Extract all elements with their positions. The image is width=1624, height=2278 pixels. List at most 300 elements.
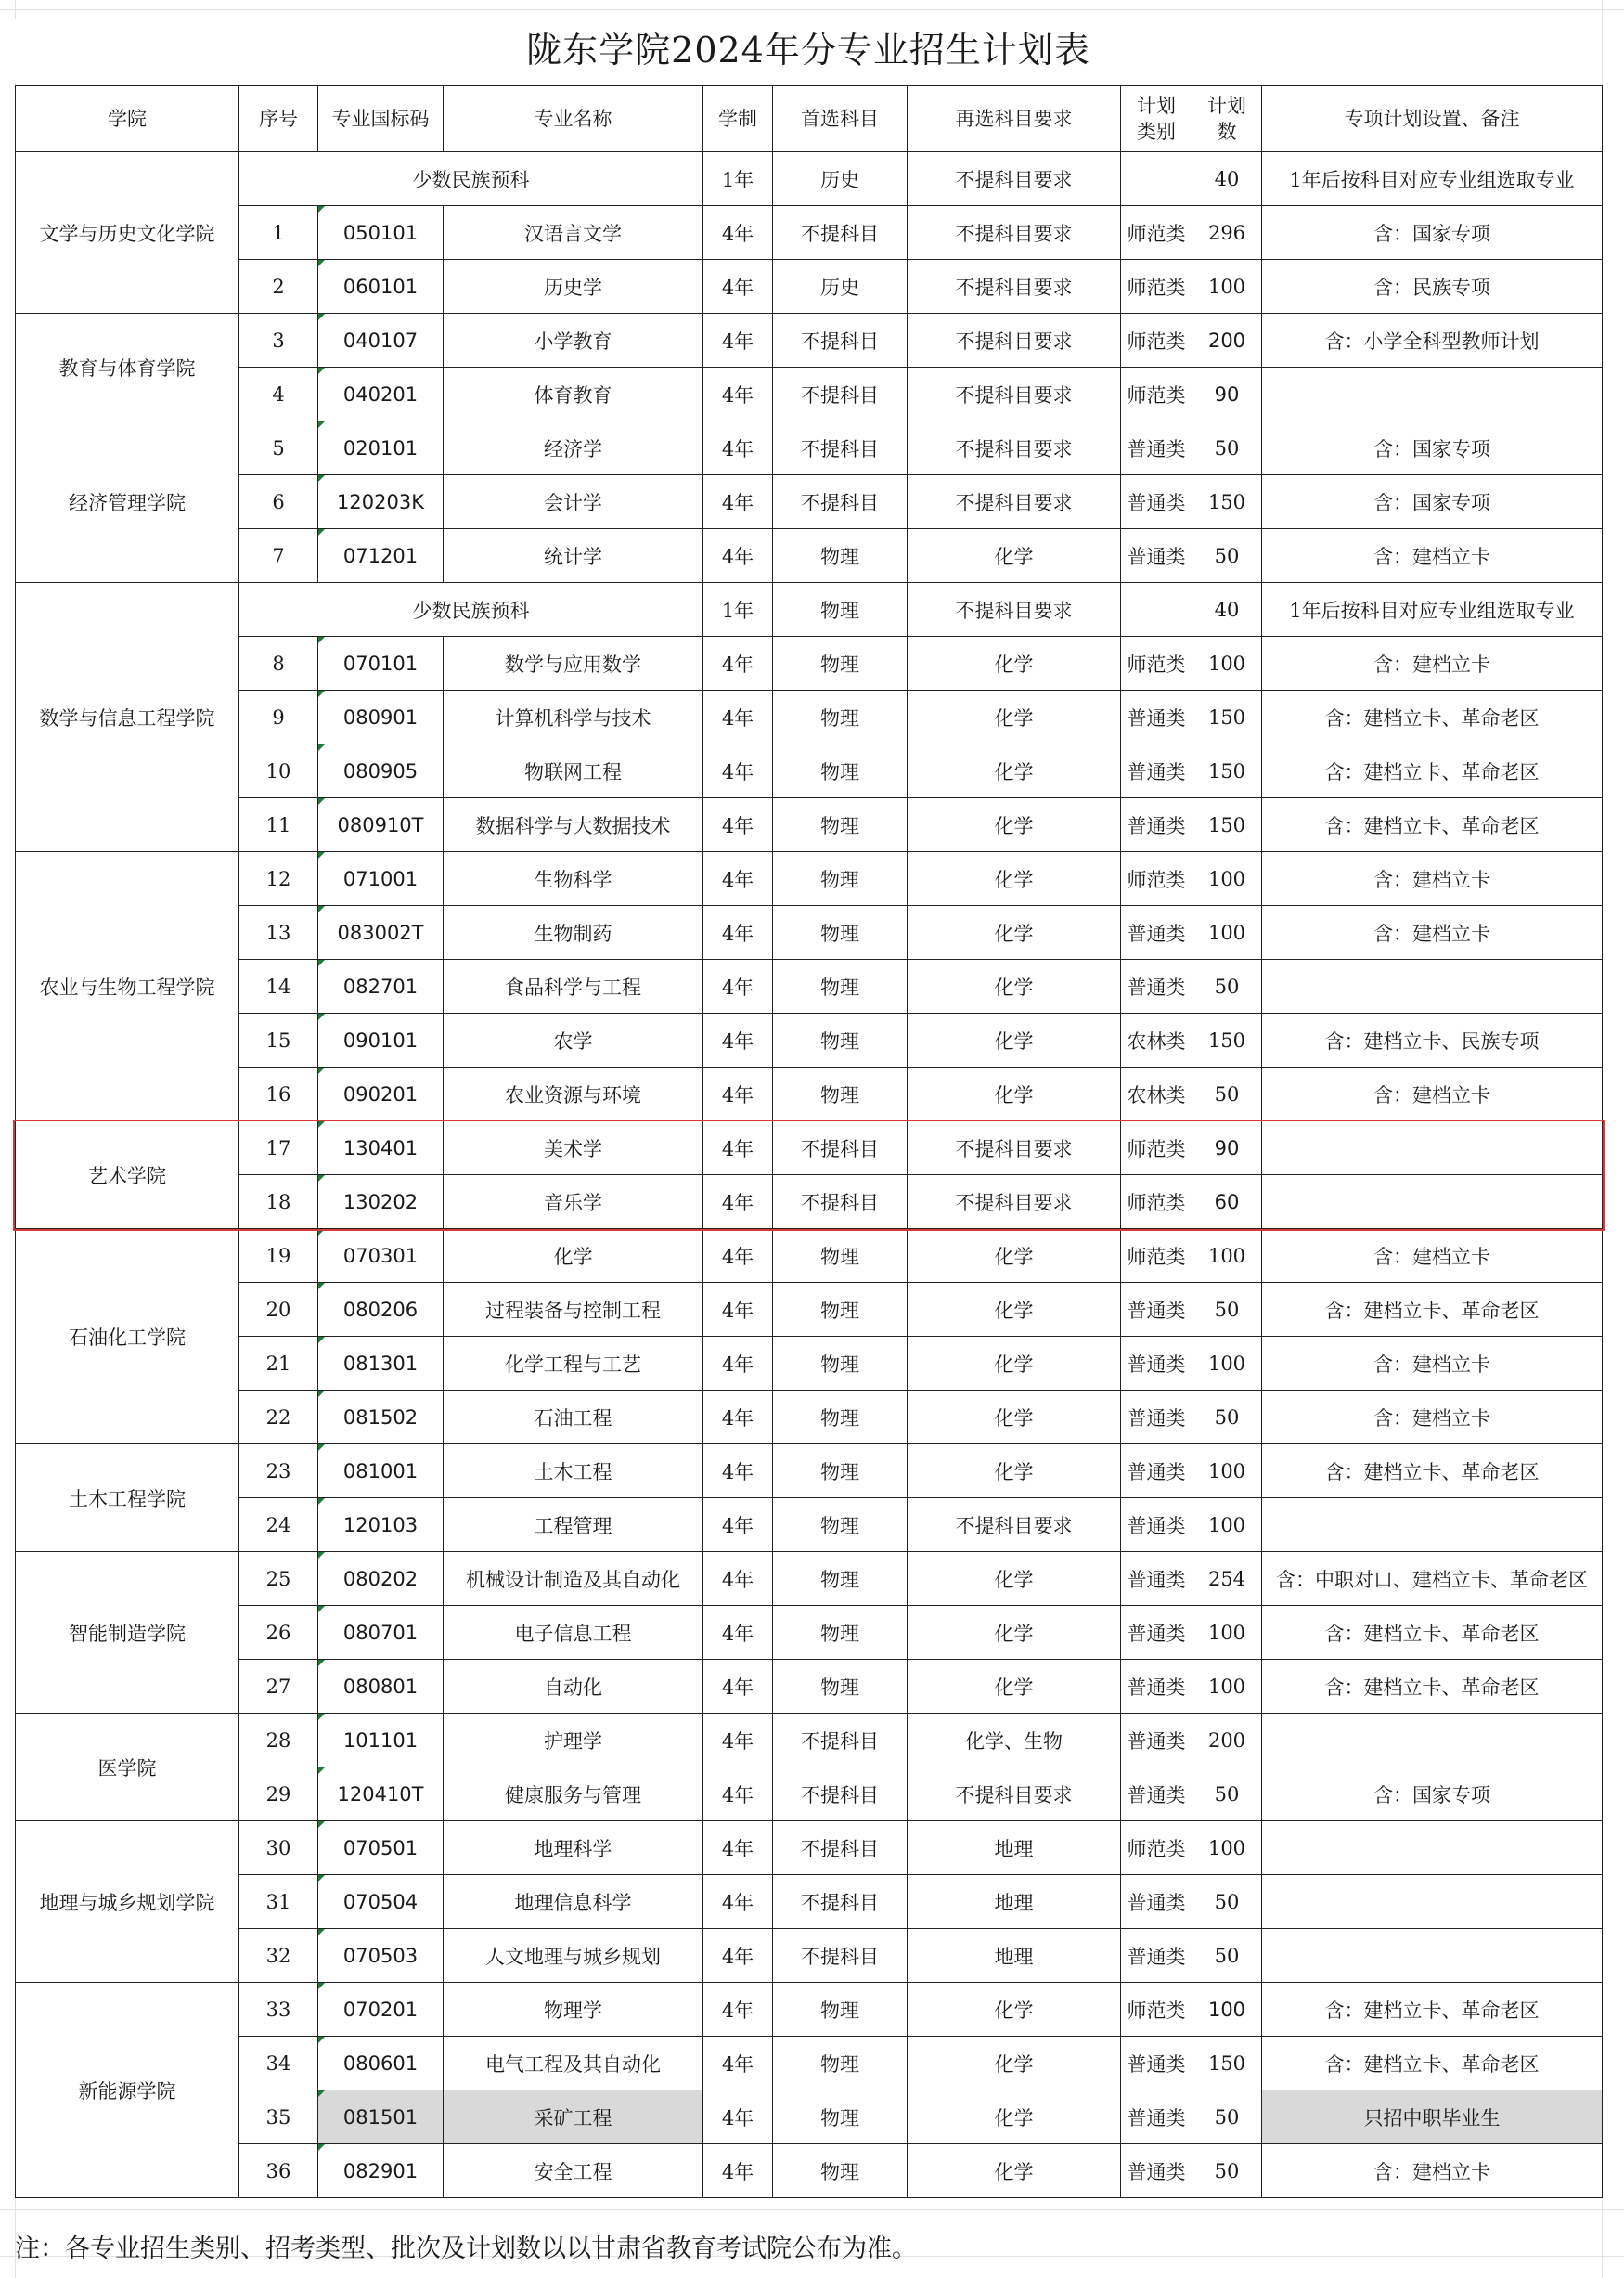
plan-count-cell: 40	[1192, 152, 1262, 206]
years-cell: 4年	[703, 1229, 773, 1283]
code-cell: 060101	[318, 260, 444, 314]
second-subject-cell: 化学	[908, 1552, 1121, 1606]
years-cell: 4年	[703, 260, 773, 314]
plan-type-cell: 师范类	[1121, 368, 1192, 421]
code-cell: 101101	[318, 1714, 444, 1767]
table-header-row	[16, 86, 1603, 152]
code-cell: 081501	[318, 2090, 444, 2144]
seq-cell: 1	[239, 206, 318, 260]
plan-type-cell: 农林类	[1121, 1014, 1192, 1068]
code-cell: 080910T	[318, 798, 444, 852]
first-subject-cell: 不提科目	[773, 1175, 908, 1229]
plan-count-cell: 50	[1192, 2144, 1262, 2198]
plan-type-cell: 普通类	[1121, 2144, 1192, 2198]
table-row	[16, 1229, 1603, 1283]
notes-cell: 含：小学全科型教师计划	[1262, 314, 1603, 368]
major-name-cell: 历史学	[444, 260, 703, 314]
code-cell: 120203K	[318, 475, 444, 529]
second-subject-cell: 不提科目要求	[908, 314, 1121, 368]
header-first-subject: 首选科目	[773, 86, 908, 152]
notes-cell: 含：建档立卡、革命老区	[1262, 691, 1603, 744]
table-row	[16, 529, 1603, 583]
notes-cell: 含：建档立卡、革命老区	[1262, 798, 1603, 852]
second-subject-cell: 不提科目要求	[908, 206, 1121, 260]
major-name-cell: 农业资源与环境	[444, 1068, 703, 1121]
college-cell: 地理与城乡规划学院	[16, 1821, 239, 1983]
enrollment-plan-table	[15, 85, 1603, 2198]
plan-type-cell: 普通类	[1121, 960, 1192, 1014]
college-cell: 教育与体育学院	[16, 314, 239, 421]
plan-type-cell: 普通类	[1121, 1552, 1192, 1606]
second-subject-cell: 地理	[908, 1875, 1121, 1929]
code-cell: 120410T	[318, 1767, 444, 1821]
code-cell: 130401	[318, 1121, 444, 1175]
first-subject-cell: 不提科目	[773, 206, 908, 260]
first-subject-cell: 不提科目	[773, 1121, 908, 1175]
plan-count-cell: 50	[1192, 529, 1262, 583]
notes-cell	[1262, 368, 1603, 421]
table-row	[16, 260, 1603, 314]
table-row	[16, 798, 1603, 852]
table-row	[16, 1391, 1603, 1444]
years-cell: 4年	[703, 1552, 773, 1606]
major-name-cell: 电子信息工程	[444, 1606, 703, 1660]
second-subject-cell: 化学	[908, 1444, 1121, 1498]
second-subject-cell: 地理	[908, 1929, 1121, 1983]
code-cell: 040107	[318, 314, 444, 368]
seq-cell: 2	[239, 260, 318, 314]
years-cell: 4年	[703, 1875, 773, 1929]
plan-type-cell: 师范类	[1121, 1821, 1192, 1875]
first-subject-cell: 不提科目	[773, 1875, 908, 1929]
notes-cell: 含：建档立卡、革命老区	[1262, 1983, 1603, 2037]
header-major: 专业名称	[444, 86, 703, 152]
first-subject-cell: 物理	[773, 1498, 908, 1552]
major-name-cell: 安全工程	[444, 2144, 703, 2198]
code-cell: 080601	[318, 2037, 444, 2090]
plan-type-cell: 师范类	[1121, 1983, 1192, 2037]
code-cell: 081502	[318, 1391, 444, 1444]
years-cell: 4年	[703, 1444, 773, 1498]
plan-count-cell: 296	[1192, 206, 1262, 260]
table-row	[16, 1875, 1603, 1929]
plan-type-cell: 普通类	[1121, 475, 1192, 529]
first-subject-cell: 物理	[773, 1391, 908, 1444]
table-row	[16, 637, 1603, 691]
major-name-cell: 农学	[444, 1014, 703, 1068]
seq-cell: 20	[239, 1283, 318, 1337]
header-years: 学制	[703, 86, 773, 152]
table-row	[16, 906, 1603, 960]
notes-cell: 含：中职对口、建档立卡、革命老区	[1262, 1552, 1603, 1606]
plan-count-cell: 150	[1192, 798, 1262, 852]
table-row	[16, 2037, 1603, 2090]
table-row	[16, 1983, 1603, 2037]
second-subject-cell: 化学	[908, 1068, 1121, 1121]
plan-count-cell: 100	[1192, 1606, 1262, 1660]
years-cell: 4年	[703, 1714, 773, 1767]
plan-type-cell: 普通类	[1121, 798, 1192, 852]
plan-type-cell: 普通类	[1121, 1391, 1192, 1444]
seq-cell: 19	[239, 1229, 318, 1283]
years-cell: 4年	[703, 1121, 773, 1175]
code-cell: 040201	[318, 368, 444, 421]
second-subject-cell: 化学	[908, 1606, 1121, 1660]
plan-count-cell: 100	[1192, 1444, 1262, 1498]
plan-count-cell: 100	[1192, 1660, 1262, 1714]
header-college: 学院	[16, 86, 239, 152]
second-subject-cell: 化学	[908, 744, 1121, 798]
first-subject-cell: 不提科目	[773, 314, 908, 368]
code-cell: 070503	[318, 1929, 444, 1983]
major-name-cell: 人文地理与城乡规划	[444, 1929, 703, 1983]
second-subject-cell: 不提科目要求	[908, 260, 1121, 314]
table-row	[16, 1606, 1603, 1660]
notes-cell: 含：建档立卡、革命老区	[1262, 1444, 1603, 1498]
second-subject-cell: 化学	[908, 1391, 1121, 1444]
code-cell: 080905	[318, 744, 444, 798]
table-row	[16, 314, 1603, 368]
seq-cell: 3	[239, 314, 318, 368]
years-cell: 4年	[703, 1391, 773, 1444]
seq-cell: 16	[239, 1068, 318, 1121]
major-name-cell: 计算机科学与技术	[444, 691, 703, 744]
first-subject-cell: 不提科目	[773, 1767, 908, 1821]
footnote: 注：各专业招生类别、招考类型、批次及计划数以以甘肃省教育考试院公布为准。	[15, 2234, 917, 2263]
college-cell: 数学与信息工程学院	[16, 583, 239, 852]
years-cell: 4年	[703, 2144, 773, 2198]
notes-cell	[1262, 1875, 1603, 1929]
second-subject-cell: 化学	[908, 529, 1121, 583]
major-name-cell: 经济学	[444, 421, 703, 475]
second-subject-cell: 化学	[908, 2037, 1121, 2090]
code-cell: 090201	[318, 1068, 444, 1121]
notes-cell: 1年后按科目对应专业组选取专业	[1262, 583, 1603, 637]
plan-type-cell: 普通类	[1121, 1929, 1192, 1983]
first-subject-cell: 物理	[773, 1660, 908, 1714]
table-row	[16, 1767, 1603, 1821]
first-subject-cell: 物理	[773, 1983, 908, 2037]
major-name-cell: 美术学	[444, 1121, 703, 1175]
second-subject-cell: 化学	[908, 960, 1121, 1014]
table-row	[16, 960, 1603, 1014]
plan-count-cell: 90	[1192, 1121, 1262, 1175]
second-subject-cell: 不提科目要求	[908, 421, 1121, 475]
plan-count-cell: 100	[1192, 260, 1262, 314]
years-cell: 4年	[703, 314, 773, 368]
second-subject-cell: 化学	[908, 1983, 1121, 2037]
first-subject-cell: 物理	[773, 1444, 908, 1498]
first-subject-cell: 物理	[773, 960, 908, 1014]
years-cell: 4年	[703, 744, 773, 798]
major-name-cell: 过程装备与控制工程	[444, 1283, 703, 1337]
header-code: 专业国标码	[318, 86, 444, 152]
first-subject-cell: 物理	[773, 1337, 908, 1391]
years-cell: 4年	[703, 421, 773, 475]
seq-cell: 35	[239, 2090, 318, 2144]
college-cell: 农业与生物工程学院	[16, 852, 239, 1121]
major-name-cell: 食品科学与工程	[444, 960, 703, 1014]
first-subject-cell: 不提科目	[773, 421, 908, 475]
seq-cell: 13	[239, 906, 318, 960]
seq-cell: 28	[239, 1714, 318, 1767]
plan-type-cell: 普通类	[1121, 1337, 1192, 1391]
major-name-cell: 采矿工程	[444, 2090, 703, 2144]
table-row	[16, 206, 1603, 260]
years-cell: 4年	[703, 1175, 773, 1229]
seq-cell: 33	[239, 1983, 318, 2037]
code-cell: 083002T	[318, 906, 444, 960]
notes-cell: 只招中职毕业生	[1262, 2090, 1603, 2144]
code-cell: 070101	[318, 637, 444, 691]
seq-cell: 23	[239, 1444, 318, 1498]
first-subject-cell: 物理	[773, 852, 908, 906]
major-name-cell: 数据科学与大数据技术	[444, 798, 703, 852]
plan-count-cell: 100	[1192, 1337, 1262, 1391]
major-name-cell: 统计学	[444, 529, 703, 583]
second-subject-cell: 不提科目要求	[908, 1121, 1121, 1175]
second-subject-cell: 化学	[908, 2090, 1121, 2144]
notes-cell: 含：建档立卡、民族专项	[1262, 1014, 1603, 1068]
college-cell: 文学与历史文化学院	[16, 152, 239, 314]
plan-type-cell: 普通类	[1121, 1444, 1192, 1498]
notes-cell	[1262, 1175, 1603, 1229]
plan-count-cell: 50	[1192, 1767, 1262, 1821]
major-name-cell: 地理科学	[444, 1821, 703, 1875]
plan-type-cell: 农林类	[1121, 1068, 1192, 1121]
table-row	[16, 368, 1603, 421]
plan-count-cell: 200	[1192, 314, 1262, 368]
plan-type-cell: 普通类	[1121, 744, 1192, 798]
first-subject-cell: 不提科目	[773, 1714, 908, 1767]
notes-cell: 含：建档立卡	[1262, 906, 1603, 960]
major-name-cell: 体育教育	[444, 368, 703, 421]
second-subject-cell: 不提科目要求	[908, 583, 1121, 637]
plan-type-cell: 师范类	[1121, 637, 1192, 691]
plan-count-cell: 100	[1192, 852, 1262, 906]
years-cell: 4年	[703, 368, 773, 421]
college-cell: 艺术学院	[16, 1121, 239, 1229]
table-row	[16, 744, 1603, 798]
code-cell: 090101	[318, 1014, 444, 1068]
seq-cell: 25	[239, 1552, 318, 1606]
table-row	[16, 1283, 1603, 1337]
years-cell: 4年	[703, 1606, 773, 1660]
plan-count-cell: 50	[1192, 1391, 1262, 1444]
plan-count-cell: 50	[1192, 960, 1262, 1014]
first-subject-cell: 物理	[773, 744, 908, 798]
plan-type-cell: 普通类	[1121, 421, 1192, 475]
code-cell: 020101	[318, 421, 444, 475]
first-subject-cell: 物理	[773, 583, 908, 637]
plan-type-cell: 普通类	[1121, 906, 1192, 960]
major-name-cell: 土木工程	[444, 1444, 703, 1498]
second-subject-cell: 化学	[908, 691, 1121, 744]
years-cell: 4年	[703, 852, 773, 906]
notes-cell: 含：民族专项	[1262, 260, 1603, 314]
years-cell: 4年	[703, 1283, 773, 1337]
seq-cell: 17	[239, 1121, 318, 1175]
second-subject-cell: 化学	[908, 637, 1121, 691]
second-subject-cell: 化学	[908, 2144, 1121, 2198]
code-cell: 071201	[318, 529, 444, 583]
seq-cell: 22	[239, 1391, 318, 1444]
major-name-cell: 石油工程	[444, 1391, 703, 1444]
table-row	[16, 1929, 1603, 1983]
header-plan-count: 计划 数	[1192, 86, 1262, 152]
notes-cell	[1262, 1929, 1603, 1983]
seq-cell: 7	[239, 529, 318, 583]
code-cell: 130202	[318, 1175, 444, 1229]
seq-cell: 21	[239, 1337, 318, 1391]
first-subject-cell: 物理	[773, 2144, 908, 2198]
table-row	[16, 475, 1603, 529]
years-cell: 4年	[703, 691, 773, 744]
code-cell: 070301	[318, 1229, 444, 1283]
years-cell: 4年	[703, 1660, 773, 1714]
plan-count-cell: 200	[1192, 1714, 1262, 1767]
notes-cell: 含：建档立卡	[1262, 1391, 1603, 1444]
notes-cell: 含：建档立卡、革命老区	[1262, 744, 1603, 798]
plan-count-cell: 100	[1192, 637, 1262, 691]
plan-type-cell: 普通类	[1121, 1714, 1192, 1767]
notes-cell: 含：建档立卡	[1262, 852, 1603, 906]
header-notes: 专项计划设置、备注	[1262, 86, 1603, 152]
seq-cell: 4	[239, 368, 318, 421]
notes-cell: 含：建档立卡、革命老区	[1262, 1660, 1603, 1714]
plan-count-cell: 254	[1192, 1552, 1262, 1606]
code-cell: 070501	[318, 1821, 444, 1875]
notes-cell: 1年后按科目对应专业组选取专业	[1262, 152, 1603, 206]
sheet-gridline	[0, 9, 1624, 10]
notes-cell: 含：建档立卡、革命老区	[1262, 1283, 1603, 1337]
major-name-cell: 小学教育	[444, 314, 703, 368]
notes-cell: 含：建档立卡	[1262, 1068, 1603, 1121]
notes-cell	[1262, 1121, 1603, 1175]
plan-count-cell: 150	[1192, 691, 1262, 744]
plan-type-cell: 普通类	[1121, 529, 1192, 583]
years-cell: 1年	[703, 152, 773, 206]
notes-cell: 含：建档立卡、革命老区	[1262, 2037, 1603, 2090]
header-plan-type: 计划 类别	[1121, 86, 1192, 152]
second-subject-cell: 化学	[908, 1660, 1121, 1714]
major-name-cell: 汉语言文学	[444, 206, 703, 260]
first-subject-cell: 不提科目	[773, 1821, 908, 1875]
years-cell: 4年	[703, 1983, 773, 2037]
code-cell: 082901	[318, 2144, 444, 2198]
plan-count-cell: 150	[1192, 744, 1262, 798]
plan-type-cell: 普通类	[1121, 2037, 1192, 2090]
plan-count-cell: 50	[1192, 1875, 1262, 1929]
sheet-gridline	[0, 2209, 1624, 2210]
major-name-cell: 健康服务与管理	[444, 1767, 703, 1821]
plan-count-cell: 60	[1192, 1175, 1262, 1229]
first-subject-cell: 不提科目	[773, 1929, 908, 1983]
plan-type-cell: 师范类	[1121, 852, 1192, 906]
header-seq: 序号	[239, 86, 318, 152]
notes-cell: 含：国家专项	[1262, 421, 1603, 475]
major-name-cell: 电气工程及其自动化	[444, 2037, 703, 2090]
seq-cell: 6	[239, 475, 318, 529]
major-name-cell: 物理学	[444, 1983, 703, 2037]
seq-cell: 12	[239, 852, 318, 906]
plan-count-cell: 150	[1192, 475, 1262, 529]
major-name-cell: 工程管理	[444, 1498, 703, 1552]
college-cell: 石油化工学院	[16, 1229, 239, 1444]
plan-count-cell: 100	[1192, 1821, 1262, 1875]
first-subject-cell: 历史	[773, 152, 908, 206]
code-cell: 080701	[318, 1606, 444, 1660]
major-name-cell: 护理学	[444, 1714, 703, 1767]
first-subject-cell: 物理	[773, 2037, 908, 2090]
second-subject-cell: 化学、生物	[908, 1714, 1121, 1767]
years-cell: 4年	[703, 206, 773, 260]
seq-cell: 8	[239, 637, 318, 691]
years-cell: 4年	[703, 798, 773, 852]
plan-count-cell: 100	[1192, 1983, 1262, 2037]
plan-type-cell: 普通类	[1121, 1498, 1192, 1552]
first-subject-cell: 物理	[773, 2090, 908, 2144]
plan-count-cell: 100	[1192, 906, 1262, 960]
years-cell: 1年	[703, 583, 773, 637]
years-cell: 4年	[703, 1337, 773, 1391]
table-row	[16, 1444, 1603, 1498]
plan-type-cell: 师范类	[1121, 1121, 1192, 1175]
second-subject-cell: 化学	[908, 1229, 1121, 1283]
years-cell: 4年	[703, 2037, 773, 2090]
seq-cell: 34	[239, 2037, 318, 2090]
code-cell: 081001	[318, 1444, 444, 1498]
first-subject-cell: 不提科目	[773, 475, 908, 529]
notes-cell: 含：建档立卡	[1262, 2144, 1603, 2198]
first-subject-cell: 物理	[773, 906, 908, 960]
plan-type-cell: 普通类	[1121, 1283, 1192, 1337]
table-row	[16, 1337, 1603, 1391]
college-cell: 经济管理学院	[16, 421, 239, 583]
plan-count-cell: 50	[1192, 421, 1262, 475]
page-title: 陇东学院2024年分专业招生计划表	[15, 19, 1602, 82]
seq-cell: 15	[239, 1014, 318, 1068]
first-subject-cell: 物理	[773, 798, 908, 852]
years-cell: 4年	[703, 1068, 773, 1121]
plan-type-cell: 普通类	[1121, 1606, 1192, 1660]
table-row	[16, 1014, 1603, 1068]
years-cell: 4年	[703, 2090, 773, 2144]
seq-cell: 11	[239, 798, 318, 852]
seq-cell: 30	[239, 1821, 318, 1875]
code-cell: 082701	[318, 960, 444, 1014]
plan-count-cell: 50	[1192, 1929, 1262, 1983]
code-cell: 080206	[318, 1283, 444, 1337]
plan-type-cell: 普通类	[1121, 691, 1192, 744]
second-subject-cell: 化学	[908, 798, 1121, 852]
years-cell: 4年	[703, 906, 773, 960]
seq-cell: 14	[239, 960, 318, 1014]
code-cell: 070504	[318, 1875, 444, 1929]
plan-type-cell: 师范类	[1121, 1175, 1192, 1229]
table-row	[16, 1175, 1603, 1229]
years-cell: 4年	[703, 475, 773, 529]
second-subject-cell: 不提科目要求	[908, 152, 1121, 206]
seq-cell: 29	[239, 1767, 318, 1821]
plan-count-cell: 100	[1192, 1498, 1262, 1552]
notes-cell: 含：国家专项	[1262, 1767, 1603, 1821]
code-cell: 080901	[318, 691, 444, 744]
table-row	[16, 1068, 1603, 1121]
table-row	[16, 1714, 1603, 1767]
table-row	[16, 1498, 1603, 1552]
major-name-cell: 生物制药	[444, 906, 703, 960]
